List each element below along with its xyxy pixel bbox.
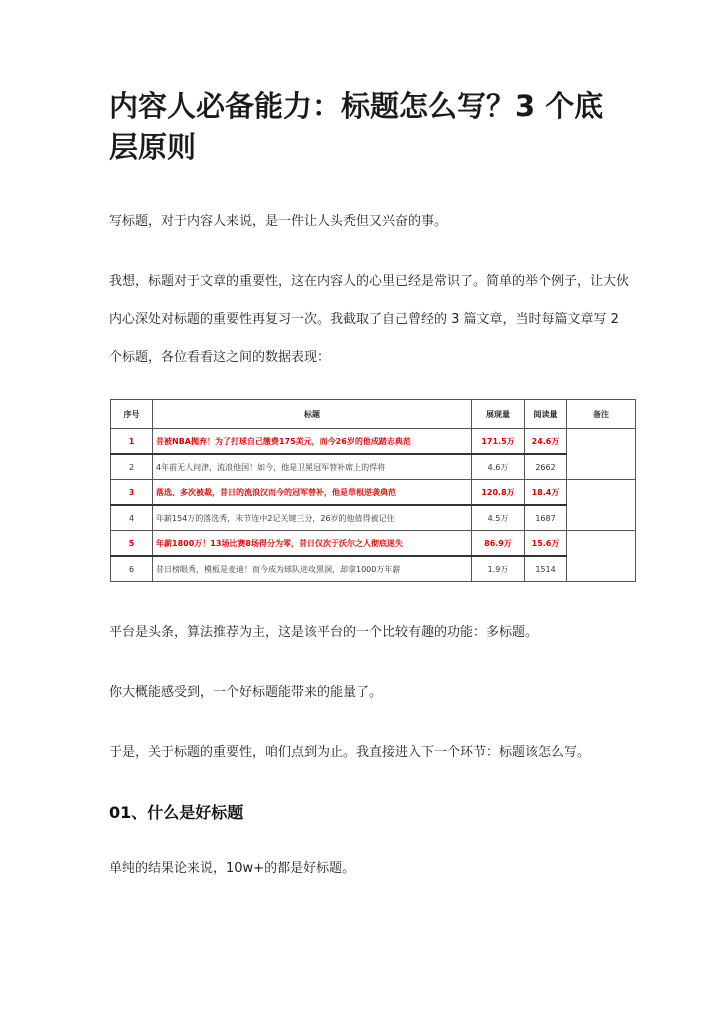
table-header-row (111, 400, 636, 429)
row-num: 5 (111, 531, 153, 557)
row-reads: 18.4万 (525, 480, 567, 506)
row-title: 4年前无人问津，流浪他国！如今，他是卫冕冠军替补席上的悍将 (153, 454, 472, 480)
row-num: 6 (111, 556, 153, 582)
row-num: 1 (111, 429, 153, 455)
table-row (111, 480, 636, 506)
row-impressions: 171.5万 (472, 429, 525, 455)
table-row (111, 556, 636, 582)
header-num: 序号 (111, 400, 153, 429)
energy-paragraph: 你大概能感受到，一个好标题能带来的能量了。 (109, 685, 383, 700)
row-reads: 2662 (525, 454, 567, 480)
row-num: 4 (111, 505, 153, 531)
row-impressions: 4.5万 (472, 505, 525, 531)
platform-paragraph: 平台是头条，算法推荐为主，这是该平台的一个比较有趣的功能：多标题。 (109, 625, 539, 640)
row-reads: 1514 (525, 556, 567, 582)
header-notes: 备注 (567, 400, 636, 429)
row-num: 3 (111, 480, 153, 506)
article-title: 内容人必备能力：标题怎么写？3 个底层原则 (109, 89, 604, 164)
row-num: 2 (111, 454, 153, 480)
header-impressions: 展现量 (472, 400, 525, 429)
title-performance-table (110, 399, 636, 582)
row-reads: 15.6万 (525, 531, 567, 557)
row-note (567, 480, 636, 531)
transition-paragraph: 于是，关于标题的重要性，咱们点到为止。我直接进入下一个环节：标题该怎么写。 (109, 745, 591, 760)
header-reads: 阅读量 (525, 400, 567, 429)
row-title: 年薪1800万！13场比赛8场得分为零，昔日仅次于沃尔之人彻底迷失 (153, 531, 472, 557)
row-title: 落选、多次被裁，昔日的流浪汉而今的冠军替补，他是草根逆袭典范 (153, 480, 472, 506)
row-reads: 24.6万 (525, 429, 567, 455)
row-title: 昔日榜眼秀，模板是麦迪！而今成为球队进攻黑洞，却拿1000万年薪 (153, 556, 472, 582)
section-heading: 01、什么是好标题 (109, 803, 244, 822)
table-row (111, 454, 636, 480)
header-title: 标题 (153, 400, 472, 429)
row-impressions: 1.9万 (472, 556, 525, 582)
table-row (111, 505, 636, 531)
row-impressions: 86.9万 (472, 531, 525, 557)
row-impressions: 4.6万 (472, 454, 525, 480)
context-paragraph: 我想，标题对于文章的重要性，这在内容人的心里已经是常识了。简单的举个例子，让大伙内心深处对标题的重要性再复习一次。我截取了自己曾经的 3 篇文章，当时每篇文章写 2 个标题，各位看看这之间的数据表现： (109, 274, 630, 365)
row-note (567, 429, 636, 480)
row-impressions: 120.8万 (472, 480, 525, 506)
table-row (111, 531, 636, 557)
row-title: 年薪154万的落选秀，末节连中2记关键三分，26岁的他值得被记住 (153, 505, 472, 531)
row-note (567, 531, 636, 582)
table-row (111, 429, 636, 455)
intro-paragraph: 写标题，对于内容人来说，是一件让人头秃但又兴奋的事。 (109, 214, 448, 229)
conclusion-paragraph: 单纯的结果论来说，10w+的都是好标题。 (109, 861, 356, 876)
row-reads: 1687 (525, 505, 567, 531)
row-title: 昔被NBA抛弃！为了打球自己缴费175美元，而今26岁的他成踏志典范 (153, 429, 472, 455)
